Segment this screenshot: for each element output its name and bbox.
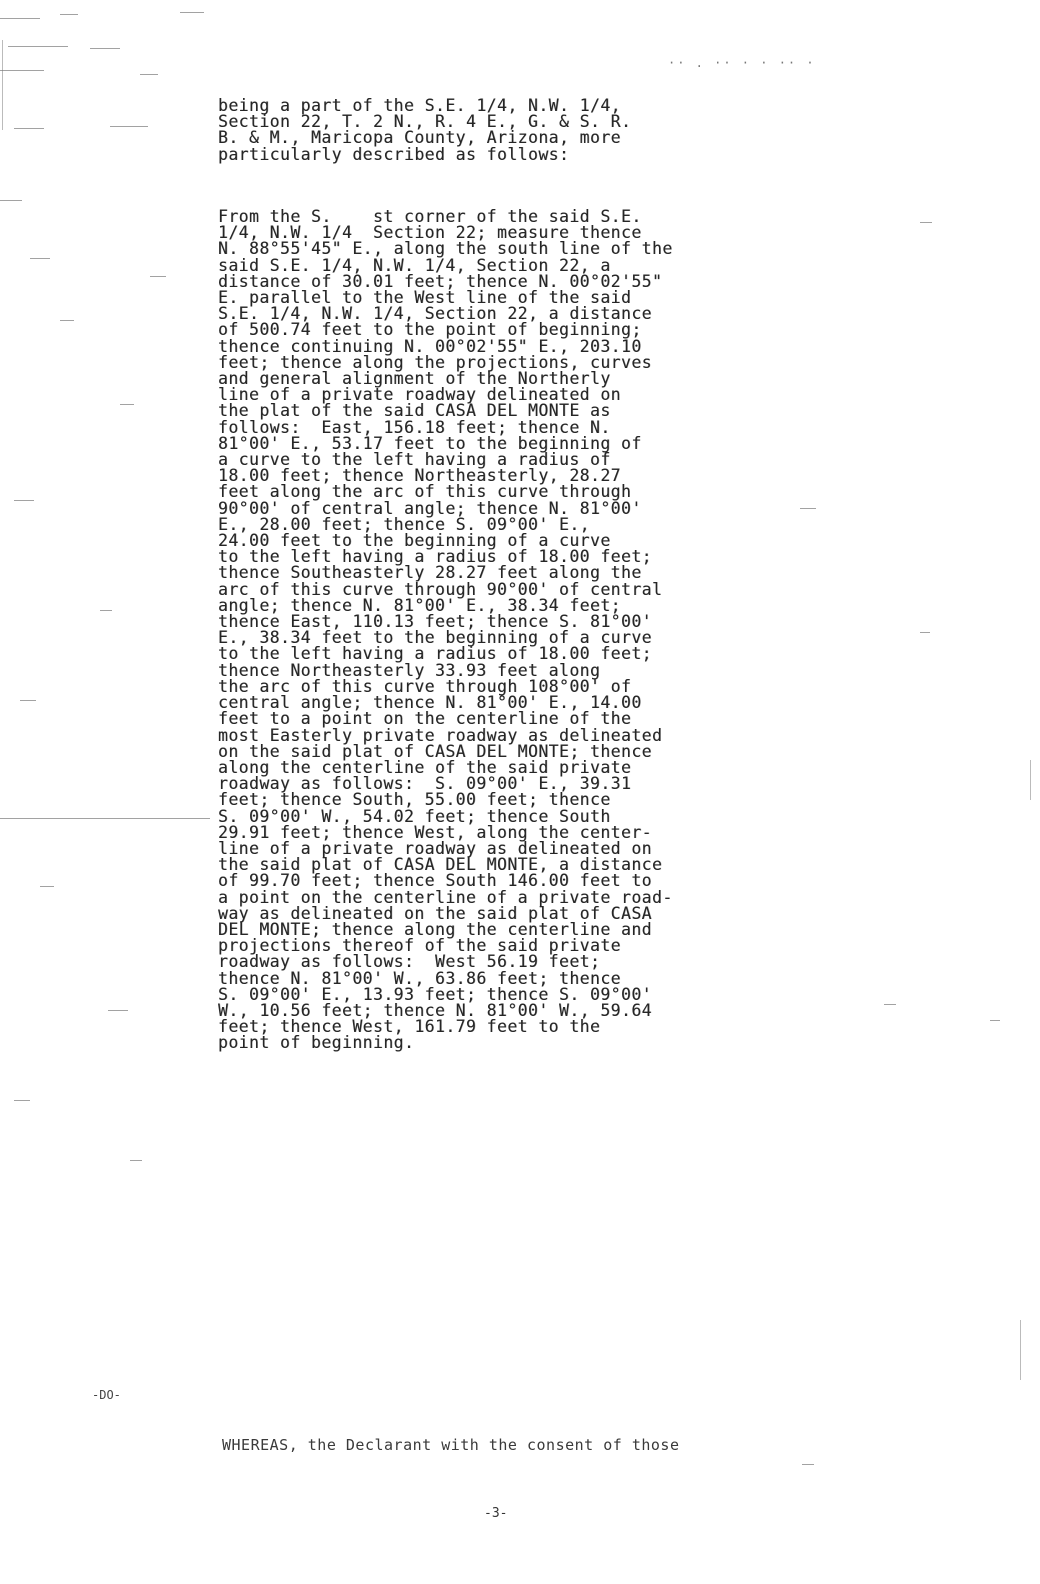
text-line: 81°00' E., 53.17 feet to the beginning of xyxy=(218,433,642,453)
text-line: S. 09°00' W., 54.02 feet; thence South xyxy=(218,806,611,826)
scan-artifact xyxy=(0,200,22,201)
text-line: point of beginning. xyxy=(218,1033,415,1053)
scan-artifact xyxy=(0,18,40,19)
scan-artifact xyxy=(40,886,54,887)
text-line: thence Southeasterly 28.27 feet along the xyxy=(218,563,642,583)
text-line: Section 22, T. 2 N., R. 4 E., G. & S. R. xyxy=(218,112,632,132)
scan-artifact xyxy=(30,258,50,259)
text-line: roadway as follows: S. 09°00' E., 39.31 xyxy=(218,774,632,794)
text-line: distance of 30.01 feet; thence N. 00°02'55" xyxy=(218,271,663,291)
text-line: thence Northeasterly 33.93 feet along xyxy=(218,660,601,680)
text-line: arc of this curve through 90°00' of central xyxy=(218,579,663,599)
scan-artifact xyxy=(60,320,74,321)
text-line: 24.00 feet to the beginning of a curve xyxy=(218,531,611,551)
text-line: feet to a point on the centerline of the xyxy=(218,709,632,729)
text-line: particularly described as follows: xyxy=(218,144,570,164)
text-line: feet along the arc of this curve through xyxy=(218,482,632,502)
scan-artifact xyxy=(0,70,44,71)
text-line: said S.E. 1/4, N.W. 1/4, Section 22, a xyxy=(218,255,611,275)
scan-artifact xyxy=(990,1020,1000,1021)
scan-artifact xyxy=(800,508,816,509)
text-line: way as delineated on the said plat of CASA xyxy=(218,903,653,923)
text-line: thence East, 110.13 feet; thence S. 81°00' xyxy=(218,612,653,632)
text-line: of 500.74 feet to the point of beginning; xyxy=(218,320,642,340)
text-line: being a part of the S.E. 1/4, N.W. 1/4, xyxy=(218,96,622,115)
text-line: thence continuing N. 00°02'55" E., 203.10 xyxy=(218,336,642,356)
text-line: 90°00' of central angle; thence N. 81°00' xyxy=(218,498,642,518)
text-line: feet; thence along the projections, curves xyxy=(218,352,653,372)
whereas-line: WHEREAS, the Declarant with the consent of those xyxy=(222,1436,680,1454)
scan-artifact xyxy=(920,632,930,633)
text-line: and general alignment of the Northerly xyxy=(218,369,611,389)
scan-artifact xyxy=(120,404,134,405)
legal-description-intro xyxy=(218,98,808,163)
scan-artifact xyxy=(0,818,210,819)
scan-artifact xyxy=(110,126,148,127)
text-line: 29.91 feet; thence West, along the center- xyxy=(218,822,653,842)
text-line: angle; thence N. 81°00' E., 38.34 feet; xyxy=(218,595,622,615)
scan-artifact xyxy=(1020,1320,1021,1380)
text-line: S. 09°00' E., 13.93 feet; thence S. 09°00' xyxy=(218,984,653,1004)
scan-artifact xyxy=(180,12,204,13)
scan-artifact xyxy=(150,276,166,277)
text-line: a curve to the left having a radius of xyxy=(218,450,611,470)
scan-artifact xyxy=(2,40,3,130)
text-line: line of a private roadway delineated on xyxy=(218,385,622,405)
text-line: S.E. 1/4, N.W. 1/4, Section 22, a distance xyxy=(218,304,653,324)
scan-artifact xyxy=(100,610,112,611)
scan-artifact xyxy=(14,500,34,501)
scan-artifact xyxy=(14,1100,30,1101)
text-line: projections thereof of the said private xyxy=(218,936,622,956)
scan-artifact xyxy=(108,1010,128,1011)
scan-artifact xyxy=(8,46,68,47)
text-line: on the said plat of CASA DEL MONTE; thence xyxy=(218,741,653,761)
text-line: DEL MONTE; thence along the centerline and xyxy=(218,919,653,939)
scan-artifact xyxy=(20,700,36,701)
text-line: 1/4, N.W. 1/4 Section 22; measure thence xyxy=(218,223,642,243)
text-line: the said plat of CASA DEL MONTE, a distance xyxy=(218,855,663,875)
text-line: roadway as follows: West 56.19 feet; xyxy=(218,952,601,972)
text-line: of 99.70 feet; thence South 146.00 feet to xyxy=(218,871,653,891)
scan-artifact xyxy=(802,1464,814,1465)
text-line: E. parallel to the West line of the said xyxy=(218,288,632,308)
text-line: N. 88°55'45" E., along the south line of the xyxy=(218,239,673,259)
text-line: feet; thence West, 161.79 feet to the xyxy=(218,1017,601,1037)
text-line: follows: East, 156.18 feet; thence N. xyxy=(218,417,611,437)
text-line: feet; thence South, 55.00 feet; thence xyxy=(218,790,611,810)
text-line: thence N. 81°00' W., 63.86 feet; thence xyxy=(218,968,622,988)
legal-description-body xyxy=(218,209,808,1052)
scan-artifact xyxy=(14,128,44,129)
page-number: -3- xyxy=(484,1506,508,1521)
text-line: to the left having a radius of 18.00 feet; xyxy=(218,644,653,664)
text-line: a point on the centerline of a private road- xyxy=(218,887,673,907)
text-line: line of a private roadway as delineated on xyxy=(218,838,653,858)
text-line: the plat of the said CASA DEL MONTE as xyxy=(218,401,611,421)
text-line: E., 28.00 feet; thence S. 09°00' E., xyxy=(218,514,591,534)
text-line: most Easterly private roadway as delineated xyxy=(218,725,663,745)
text-line: the arc of this curve through 108°00' of xyxy=(218,676,632,696)
text-line: B. & M., Maricopa County, Arizona, more xyxy=(218,128,622,148)
text-line: central angle; thence N. 81°00' E., 14.00 xyxy=(218,693,642,713)
scan-artifact xyxy=(1030,760,1031,800)
scan-artifact xyxy=(884,1004,896,1005)
text-line: to the left having a radius of 18.00 feet; xyxy=(218,547,653,567)
corner-mark: ·· . ·· · · ·· · xyxy=(668,56,816,70)
scan-artifact xyxy=(90,48,120,49)
scan-artifact xyxy=(60,14,78,15)
text-line: W., 10.56 feet; thence N. 81°00' W., 59.64 xyxy=(218,1000,653,1020)
scan-artifact xyxy=(920,222,932,223)
text-line: 18.00 feet; thence Northeasterly, 28.27 xyxy=(218,466,622,486)
scan-artifact xyxy=(130,1160,142,1161)
text-line: E., 38.34 feet to the beginning of a curve xyxy=(218,628,653,648)
side-label: -DO- xyxy=(92,1388,121,1402)
text-line: From the S. st corner of the said S.E. xyxy=(218,207,642,226)
text-line: along the centerline of the said private xyxy=(218,757,632,777)
scan-artifact xyxy=(140,74,158,75)
